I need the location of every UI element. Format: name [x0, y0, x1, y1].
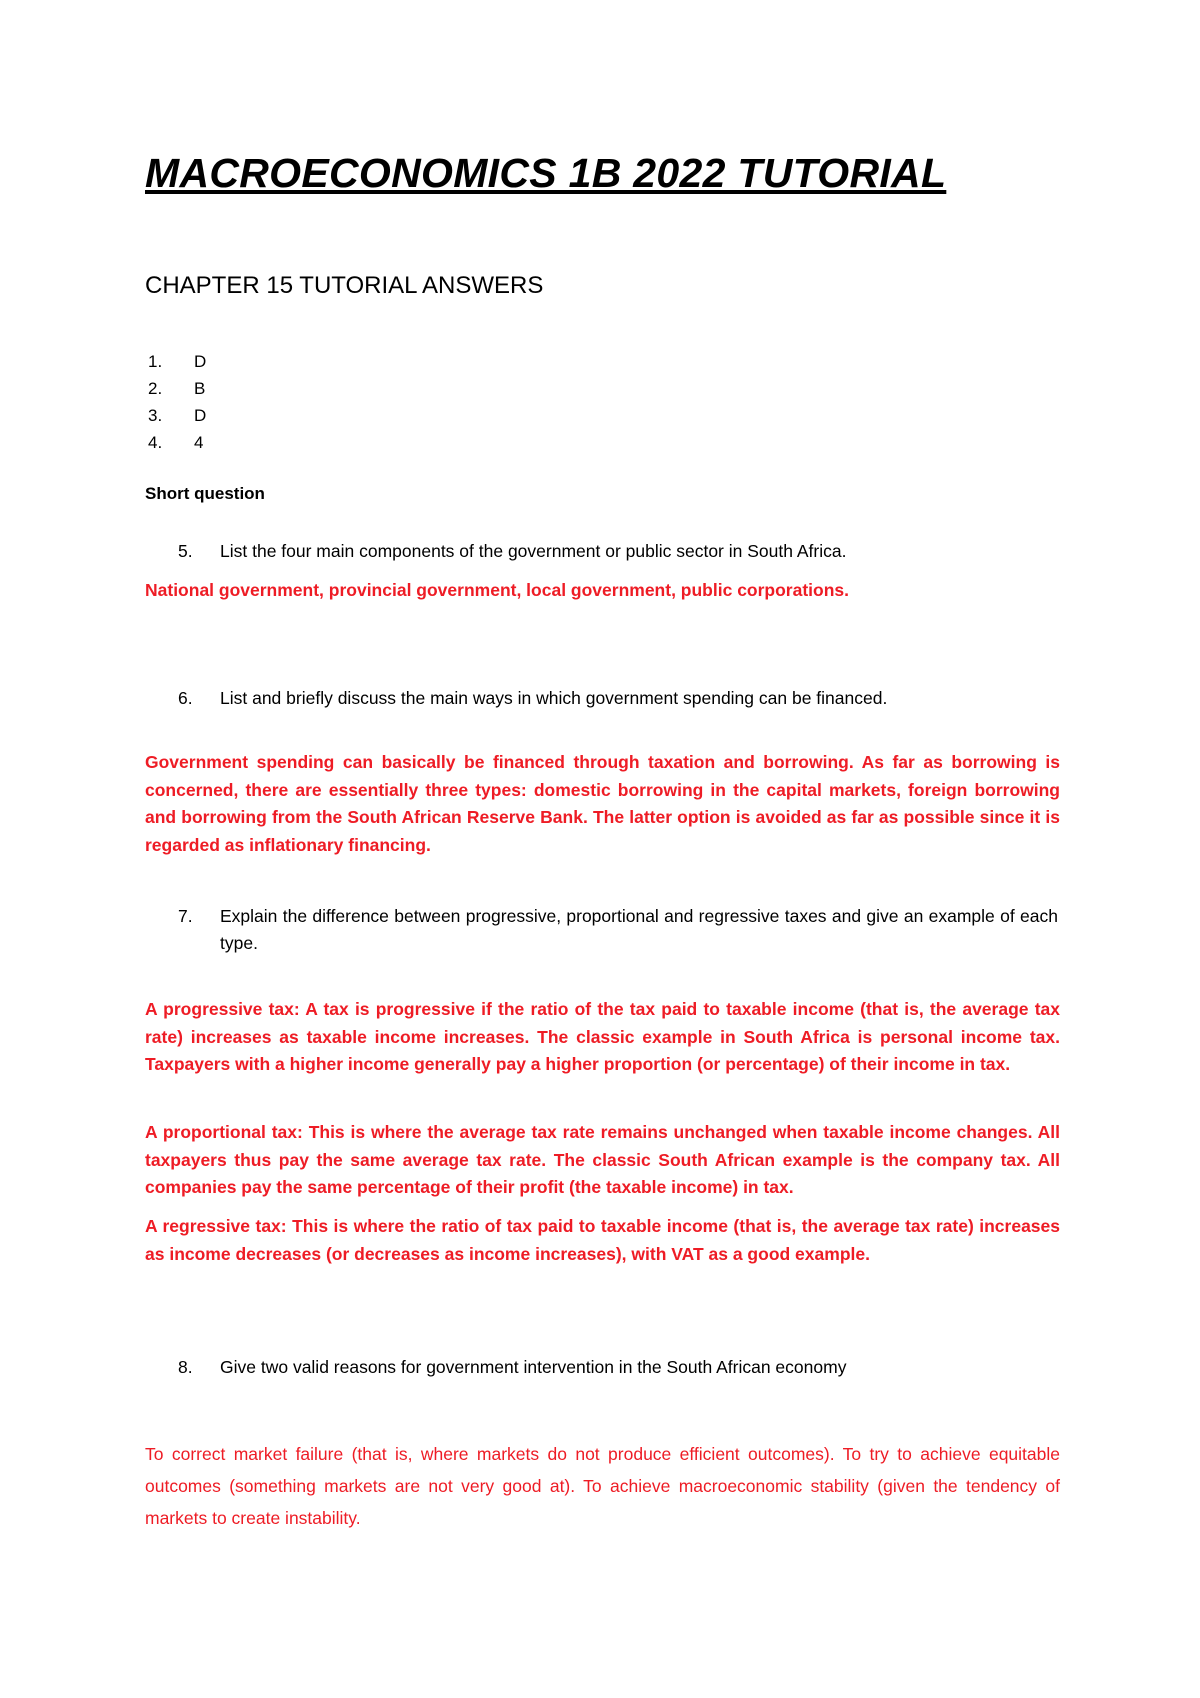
question-number: 5. [178, 541, 193, 561]
list-item [148, 375, 206, 402]
question-text: Explain the difference between progressive, proportional and regressive taxes and give an example of each type. [220, 906, 1058, 953]
answer-6: Government spending can basically be financed through taxation and borrowing. As far as borrowing is concerned, there are essentially three types: domestic borrowing in the capital markets, foreign borrowing and borrowing from the South African Reserve Bank. The latter option is avoided as far as possible since it is regarded as inflationary financing. [145, 752, 1060, 855]
item-number: 3. [148, 406, 163, 425]
mc-answer-list [148, 348, 206, 456]
chapter-heading: CHAPTER 15 TUTORIAL ANSWERS [145, 272, 544, 299]
answer-5: National government, provincial government, local government, public corporations. [145, 580, 850, 600]
item-answer: B [194, 379, 206, 398]
answer-7-proportional: A proportional tax: This is where the average tax rate remains unchanged when taxable income changes. All taxpayers thus pay the same average tax rate. The classic South African example is the company tax. All companies pay the same percentage of their profit (the taxable income) in tax. [145, 1122, 1060, 1197]
document-title: MACROECONOMICS 1B 2022 TUTORIAL [145, 150, 947, 196]
item-answer: D [194, 406, 207, 425]
answer-8: To correct market failure (that is, where markets do not produce efficient outcomes). To try to achieve equitable outcomes (something markets are not very good at). To achieve macroeconomic stability (given the tendency of markets to create instability. [145, 1444, 1060, 1528]
answer-7-progressive: A progressive tax: A tax is progressive if the ratio of the tax paid to taxable income (that is, the average tax rate) increases as taxable income increases. The classic example in South Africa is personal income tax. Taxpayers with a higher income generally pay a higher proportion (or percentage) of their income in tax. [145, 999, 1060, 1074]
item-number: 4. [148, 433, 163, 452]
question-number: 6. [178, 688, 193, 708]
item-answer: D [194, 352, 207, 371]
list-item [148, 348, 206, 375]
question-6 [178, 685, 1058, 712]
question-text: List the four main components of the government or public sector in South Africa. [220, 541, 847, 561]
question-number: 7. [178, 906, 193, 926]
question-text: Give two valid reasons for government intervention in the South African economy [220, 1357, 847, 1377]
short-question-heading: Short question [145, 484, 265, 503]
list-item [148, 402, 206, 429]
question-7 [178, 903, 1058, 957]
question-5 [178, 538, 1058, 565]
item-number: 2. [148, 379, 163, 398]
question-text: List and briefly discuss the main ways in which government spending can be financed. [220, 688, 888, 708]
item-number: 1. [148, 352, 163, 371]
list-item [148, 429, 206, 456]
question-number: 8. [178, 1357, 193, 1377]
item-answer: 4 [194, 433, 204, 452]
question-8 [178, 1354, 1058, 1381]
answer-7-regressive: A regressive tax: This is where the ratio of tax paid to taxable income (that is, the average tax rate) increases as income decreases (or decreases as income increases), with VAT as a good example. [145, 1216, 1060, 1264]
